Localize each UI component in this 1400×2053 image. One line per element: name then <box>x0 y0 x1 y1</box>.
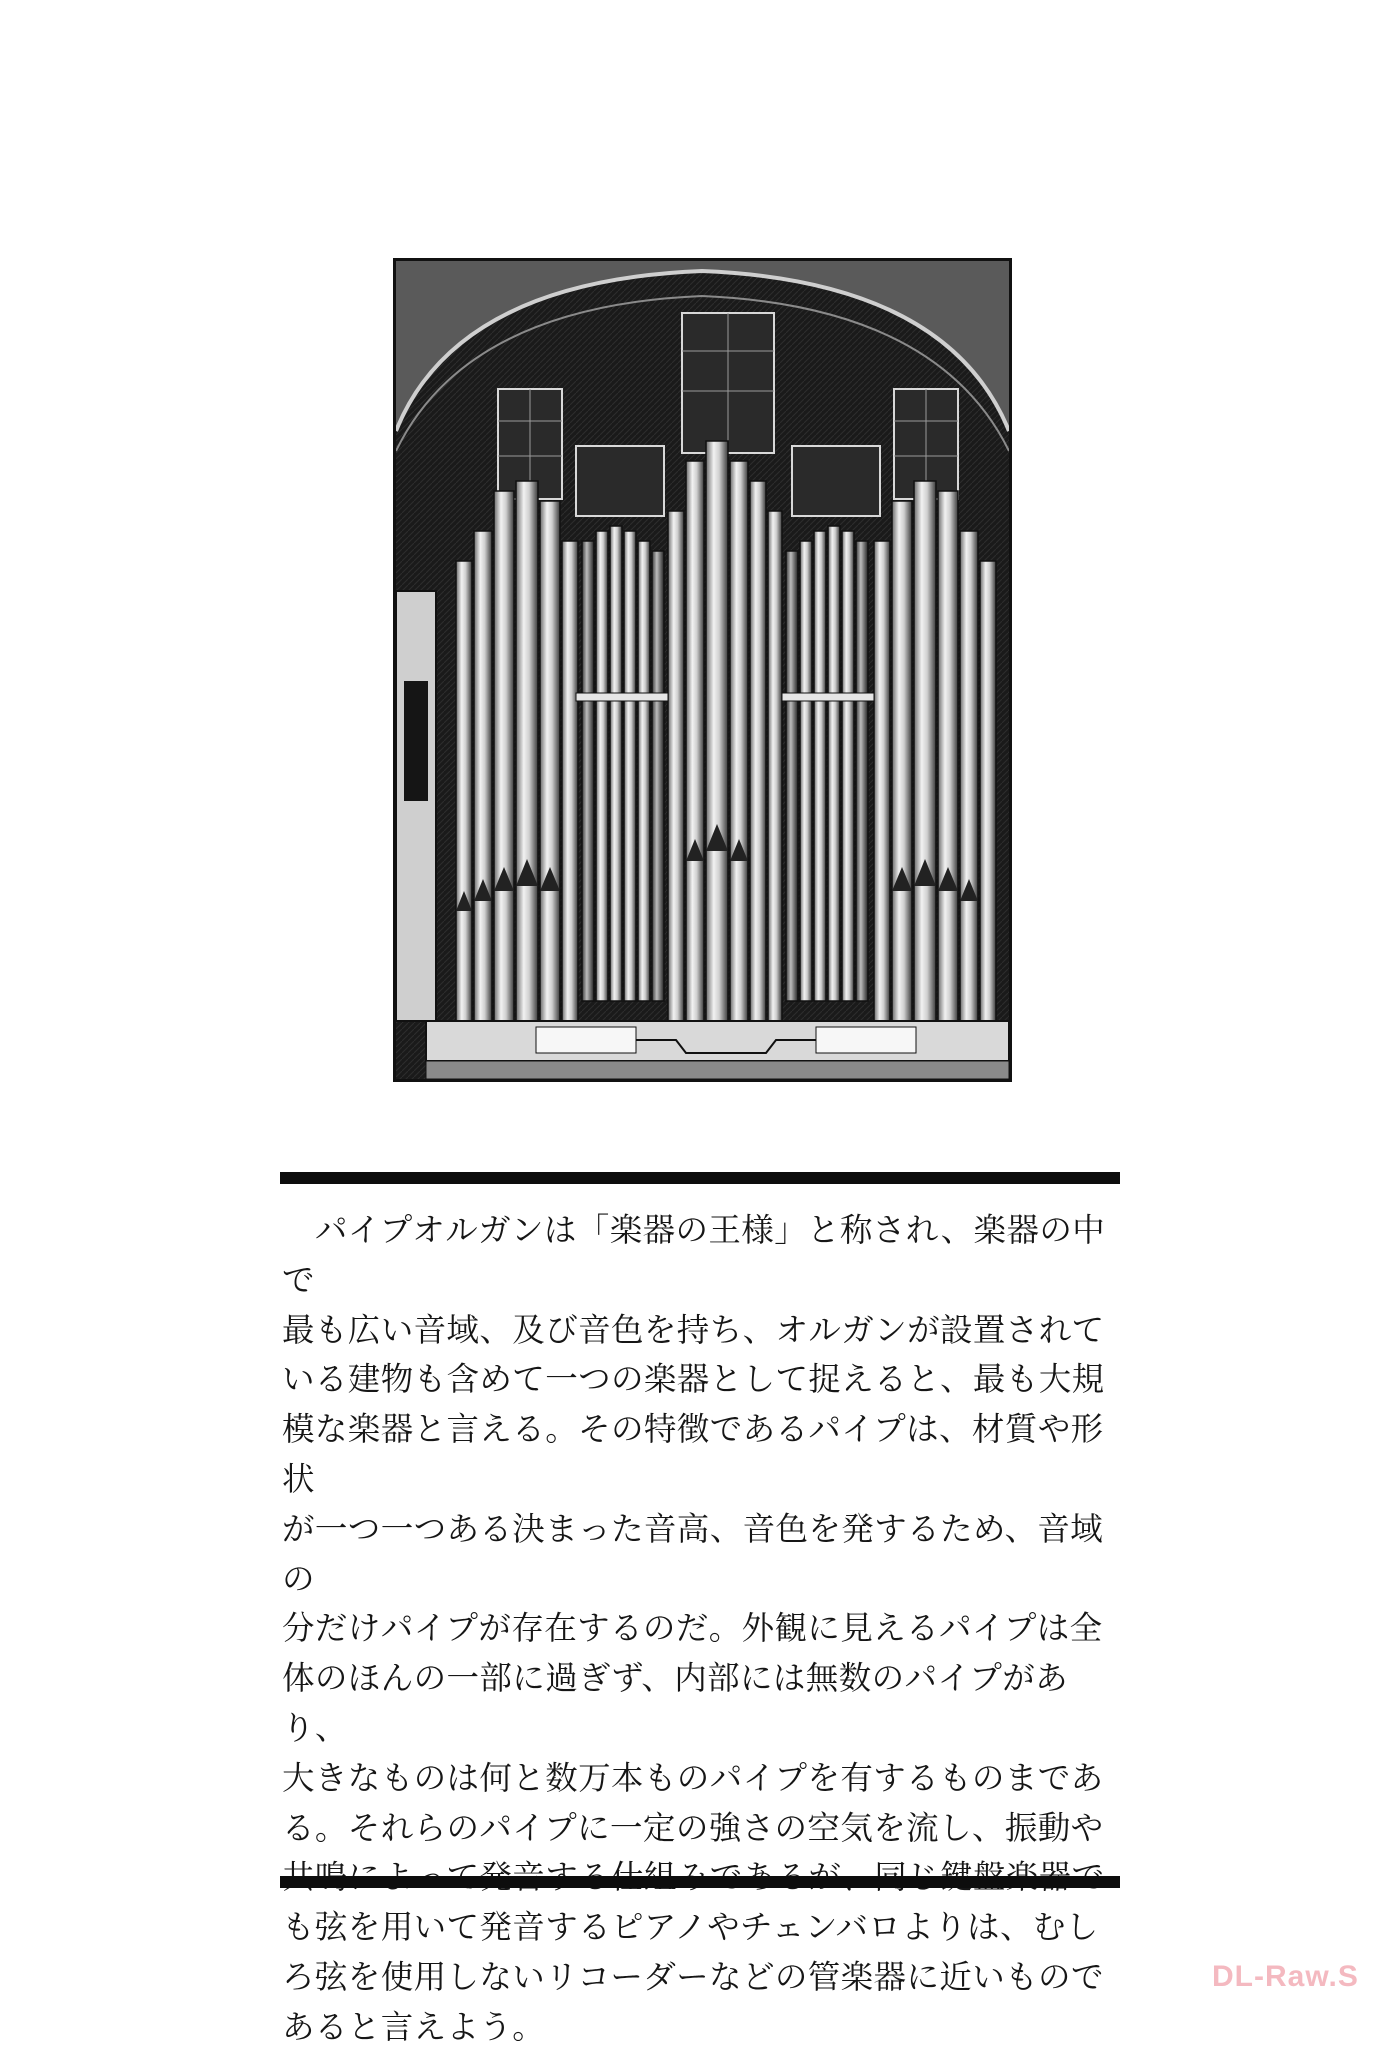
text-line: ろ弦を使用しないリコーダーなどの管楽器に近いもので <box>282 1957 1104 1996</box>
text-line: いる建物も含めて一つの楽器として捉えると、最も大規 <box>282 1360 1105 1399</box>
bottom-divider-rule <box>280 1876 1120 1888</box>
text-line: 大きなものは何と数万本ものパイプを有するものまであ <box>282 1758 1104 1797</box>
text-line: あると言えよう。 <box>282 2007 546 2046</box>
text-line: 分だけパイプが存在するのだ。外観に見えるパイプは全 <box>282 1609 1103 1648</box>
text-line: も弦を用いて発音するピアノやチェンバロよりは、むし <box>282 1908 1099 1947</box>
text-line: 体のほんの一部に過ぎず、内部には無数のパイプがあり、 <box>282 1659 1069 1747</box>
text-line: パイプオルガンは「楽器の王様」と称され、楽器の中で <box>282 1211 1106 1299</box>
text-line: 最も広い音域、及び音色を持ち、オルガンが設置されて <box>282 1310 1105 1349</box>
text-line: 模な楽器と言える。その特徴であるパイプは、材質や形状 <box>282 1410 1104 1498</box>
pipe-organ-drawing <box>396 261 1009 1079</box>
top-divider-rule <box>280 1172 1120 1184</box>
article-text <box>282 1206 1132 2053</box>
pipe-organ-illustration <box>393 258 1012 1082</box>
text-line: る。それらのパイプに一定の強さの空気を流し、振動や <box>282 1808 1104 1847</box>
text-line: が一つ一つある決まった音高、音色を発するため、音域の <box>282 1509 1104 1598</box>
watermark-text: DL-Raw.S <box>1212 1960 1359 1993</box>
